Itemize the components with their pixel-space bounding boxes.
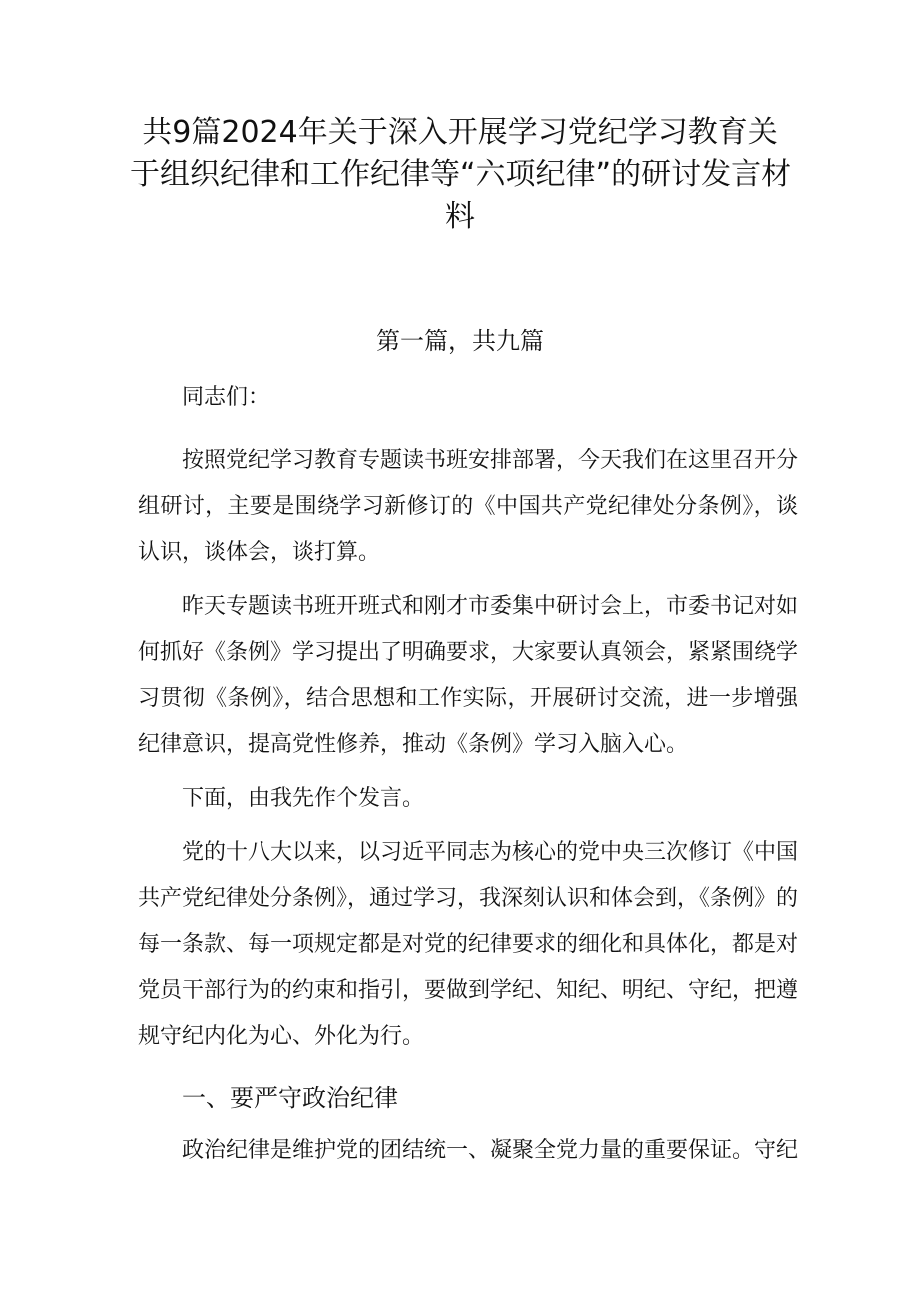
paragraph-5: 政治纪律是维护党的团结统一、凝聚全党力量的重要保证。守纪 [182, 1138, 798, 1163]
paragraph-4: 党的十八大以来，以习近平同志为核心的党中央三次修订《中国共产党纪律处分条例》，通过学习，我深刻认识和体会到，《条例》的每一条款、每一项规定都是对党的纪律要求的细化和具体化，都是对党员干部行为的约束和指引，要做到学纪、知纪、明纪、守纪，把遵规守纪内化为心、外化为行。 [138, 840, 799, 1049]
paragraph-2: 昨天专题读书班开班式和刚才市委集中研讨会上，市委书记对如何抓好《条例》学习提出了明确要求，大家要认真领会，紧紧围绕学习贯彻《条例》，结合思想和工作实际，开展研讨交流，进一步增强纪律意识，提高党性修养，推动《条例》学习入脑入心。 [138, 594, 799, 757]
title-line-1: 共9篇2024年关于深入开展学习党纪学习教育关 [142, 115, 778, 150]
section-heading-1: 一、要严守政治纪律 [182, 1084, 398, 1112]
title-line-3: 料 [445, 199, 475, 234]
title-line-2: 于组织纪律和工作纪律等“六项纪律”的研讨发言材 [130, 157, 792, 192]
salutation: 同志们： [182, 385, 271, 410]
paragraph-1: 按照党纪学习教育专题读书班安排部署，今天我们在这里召开分组研讨，主要是围绕学习新修订的《中国共产党纪律处分条例》，谈认识，谈体会，谈打算。 [138, 448, 799, 565]
section-title: 第一篇，共九篇 [376, 327, 544, 355]
document-title [130, 112, 790, 238]
paragraph-3: 下面，由我先作个发言。 [182, 786, 425, 811]
